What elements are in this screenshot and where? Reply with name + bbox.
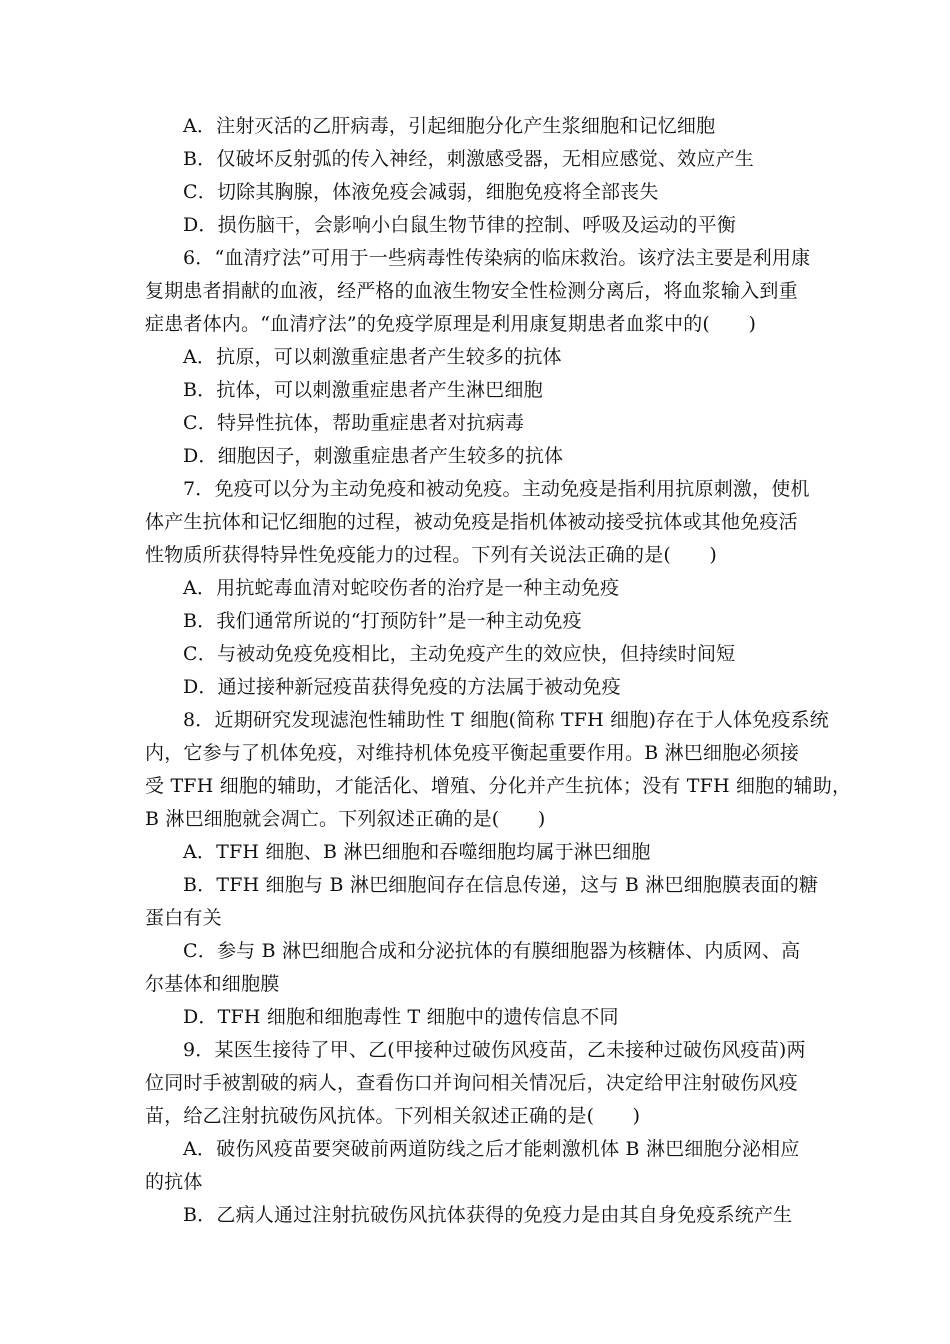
q5-option-a: A．注射灭活的乙肝病毒，引起细胞分化产生浆细胞和记忆细胞	[183, 115, 716, 137]
q7-stem-line-2: 体产生抗体和记忆细胞的过程，被动免疫是指机体被动接受抗体或其他免疫活	[145, 511, 798, 533]
q9-stem-line-2: 位同时手被割破的病人，查看伤口并询问相关情况后，决定给甲注射破伤风疫	[145, 1072, 798, 1094]
q9-option-b: B．乙病人通过注射抗破伤风抗体获得的免疫力是由其自身免疫系统产生	[183, 1204, 793, 1226]
q8-stem-line-4: B 淋巴细胞就会凋亡。下列叙述正确的是( )	[145, 808, 546, 830]
q8-option-c-line-1: C．参与 B 淋巴细胞合成和分泌抗体的有膜细胞器为核糖体、内质网、高	[183, 940, 801, 962]
q5-option-b: B．仅破坏反射弧的传入神经，刺激感受器，无相应感觉、效应产生	[183, 148, 754, 170]
q9-option-a-line-2: 的抗体	[145, 1171, 203, 1193]
q5-option-d: D．损伤脑干，会影响小白鼠生物节律的控制、呼吸及运动的平衡	[183, 214, 737, 236]
q7-option-a: A．用抗蛇毒血清对蛇咬伤者的治疗是一种主动免疫	[183, 577, 620, 599]
q9-option-a-line-1: A．破伤风疫苗要突破前两道防线之后才能刺激机体 B 淋巴细胞分泌相应	[183, 1138, 800, 1160]
q9-stem-line-1: 9．某医生接待了甲、乙(甲接种过破伤风疫苗，乙未接种过破伤风疫苗)两	[183, 1039, 806, 1061]
q6-option-a: A．抗原，可以刺激重症患者产生较多的抗体	[183, 346, 562, 368]
q6-stem-line-2: 复期患者捐献的血液，经严格的血液生物安全性检测分离后，将血浆输入到重	[145, 280, 798, 302]
q8-stem-line-2: 内，它参与了机体免疫，对维持机体免疫平衡起重要作用。B 淋巴细胞必须接	[145, 742, 800, 764]
q9-stem-line-3: 苗，给乙注射抗破伤风抗体。下列相关叙述正确的是( )	[145, 1105, 641, 1127]
q7-stem-line-3: 性物质所获得特异性免疫能力的过程。下列有关说法正确的是( )	[145, 544, 718, 566]
q6-option-d: D．细胞因子，刺激重症患者产生较多的抗体	[183, 445, 564, 467]
q8-option-c-line-2: 尔基体和细胞膜	[145, 973, 280, 995]
q6-stem-line-1: 6．“血清疗法”可用于一些病毒性传染病的临床救治。该疗法主要是利用康	[183, 247, 811, 269]
q8-option-a: A．TFH 细胞、B 淋巴细胞和吞噬细胞均属于淋巴细胞	[183, 841, 651, 863]
q6-option-b: B．抗体，可以刺激重症患者产生淋巴细胞	[183, 379, 543, 401]
q8-option-b-line-2: 蛋白有关	[145, 907, 222, 929]
q6-option-c: C．特异性抗体，帮助重症患者对抗病毒	[183, 412, 525, 434]
q7-option-b: B．我们通常所说的“打预防针”是一种主动免疫	[183, 610, 582, 632]
q7-option-c: C．与被动免疫免疫相比，主动免疫产生的效应快，但持续时间短	[183, 643, 736, 665]
q6-stem-line-3: 症患者体内。“血清疗法”的免疫学原理是利用康复期患者血浆中的( )	[145, 313, 757, 335]
document-page	[145, 110, 852, 1232]
q7-option-d: D．通过接种新冠疫苗获得免疫的方法属于被动免疫	[183, 676, 621, 698]
q8-stem-line-1: 8．近期研究发现滤泡性辅助性 T 细胞(简称 TFH 细胞)存在于人体免疫系统	[183, 709, 829, 731]
q8-option-d: D．TFH 细胞和细胞毒性 T 细胞中的遗传信息不同	[183, 1006, 619, 1028]
q5-option-c: C．切除其胸腺，体液免疫会减弱，细胞免疫将全部丧失	[183, 181, 659, 203]
q7-stem-line-1: 7．免疫可以分为主动免疫和被动免疫。主动免疫是指利用抗原刺激，使机	[183, 478, 810, 500]
q8-option-b-line-1: B．TFH 细胞与 B 淋巴细胞间存在信息传递，这与 B 淋巴细胞膜表面的糖	[183, 874, 819, 896]
q8-stem-line-3: 受 TFH 细胞的辅助，才能活化、增殖、分化并产生抗体；没有 TFH 细胞的辅助，	[145, 775, 852, 797]
